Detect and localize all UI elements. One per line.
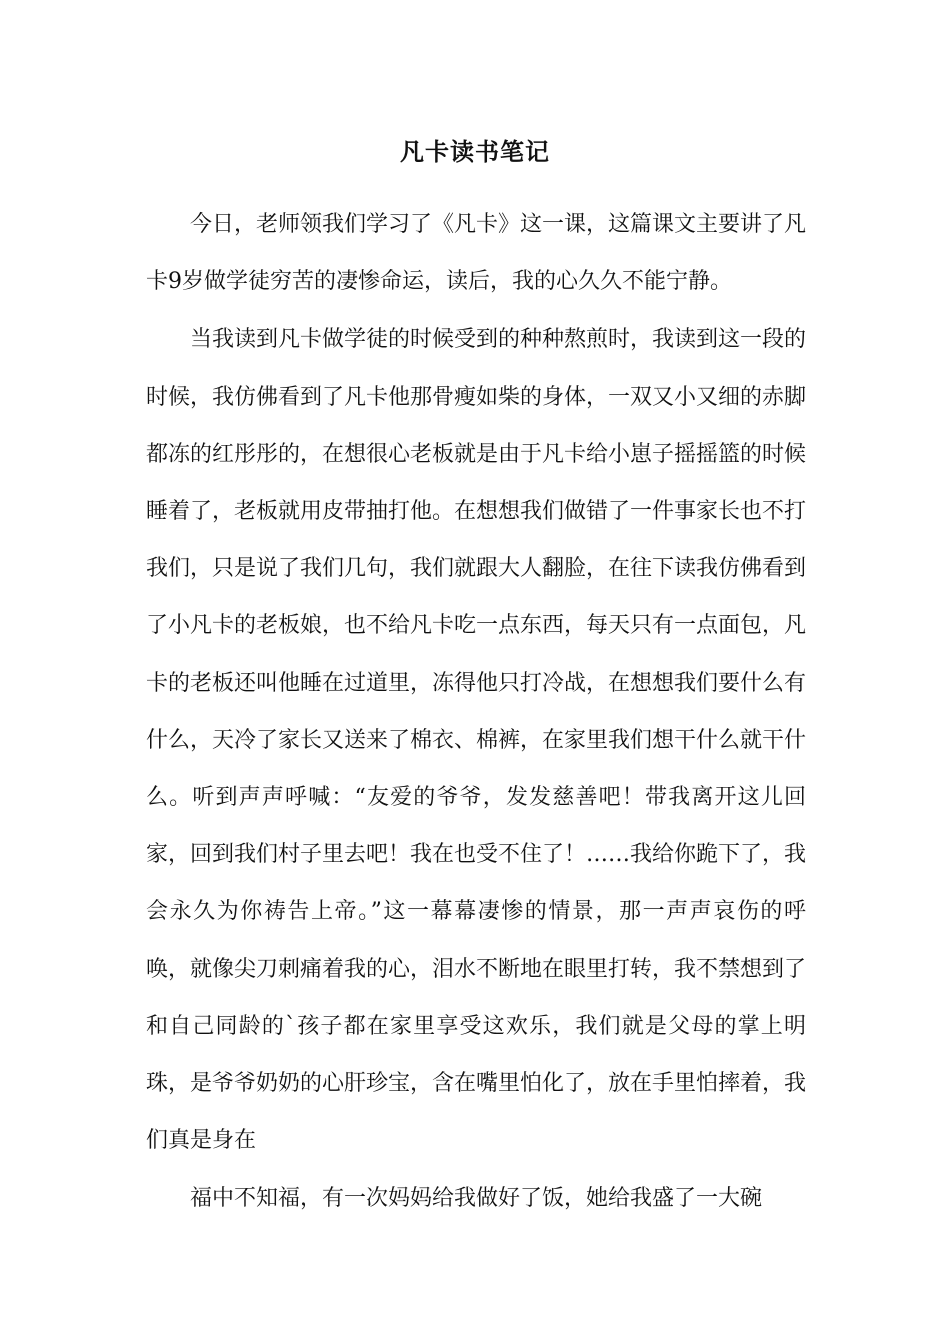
paragraph-1: 今日，老师领我们学习了《凡卡》这一课，这篇课文主要讲了凡卡9岁做学徒穷苦的凄惨命运，读后，我的心久久不能宁静。 xyxy=(146,212,807,295)
paragraph-2: 当我读到凡卡做学徒的时候受到的种种熬煎时，我读到这一段的时候，我仿佛看到了凡卡他那骨瘦如柴的身体，一双又小又细的赤脚都冻的红彤彤的，在想很心老板就是由于凡卡给小崽子摇摇篮的时候睡着了，老板就用皮带抽打他。在想想我们做错了一件事家长也不打我们，只是说了我们几句，我们就跟大人翻脸，在往下读我仿佛看到了小凡卡的老板娘，也不给凡卡吃一点东西，每天只有一点面包，凡卡的老板还叫他睡在过道里，冻得他只打冷战，在想想我们要什么有什么，天冷了家长又送来了棉衣、棉裤，在家里我们想干什么就干什么。听到声声呼喊：“友爱的爷爷，发发慈善吧！带我离开这儿回家，回到我们村子里去吧！我在也受不住了！……我给你跪下了，我会永久为你祷告上帝。”这一幕幕凄惨的情景，那一声声哀伤的呼唤，就像尖刀刺痛着我的心，泪水不断地在眼里打转，我不禁想到了和自己同龄的`孩子都在家里享受这欢乐，我们就是父母的掌上明珠，是爷爷奶奶的心肝珍宝，含在嘴里怕化了，放在手里怕摔着，我们真是身在 xyxy=(146,327,807,1154)
paragraph-3: 福中不知福，有一次妈妈给我做好了饭，她给我盛了一大碗 xyxy=(190,1186,763,1212)
document-title: 凡卡读书笔记 xyxy=(400,137,550,166)
document-body xyxy=(146,196,806,1229)
